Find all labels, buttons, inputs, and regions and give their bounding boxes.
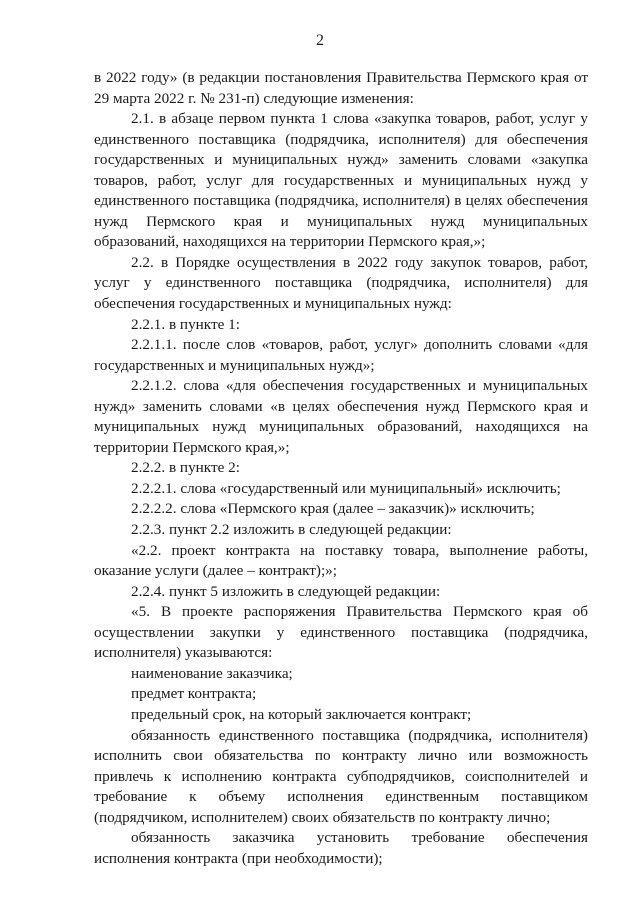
paragraph-2-2-1: 2.2.1. в пункте 1: — [131, 315, 240, 333]
paragraph-2-2-3: 2.2.3. пункт 2.2 изложить в следующей редакции: — [131, 521, 452, 539]
paragraph-2-2-4: 2.2.4. пункт 5 изложить в следующей редакции: — [131, 582, 441, 600]
paragraph-intro: в 2022 году» (в редакции постановления Правительства Пермского края от 29 марта 2022 г. № 231-п) следующие изменения: — [94, 69, 588, 107]
list-item-contract-subject: предмет контракта; — [131, 685, 257, 703]
list-item-contract-term: предельный срок, на который заключается контракт; — [131, 705, 472, 723]
page-number: 2 — [316, 32, 324, 49]
list-item-customer-obligation: обязанность заказчика установить требование обеспечения исполнения контракта (при необходимости); — [94, 829, 588, 867]
paragraph-2-2-2-1: 2.2.2.1. слова «государственный или муниципальный» исключить; — [131, 479, 561, 497]
paragraph-2-2: 2.2. в Порядке осуществления в 2022 году закупок товаров, работ, услуг у единственного поставщика (подрядчика, исполнителя) для обеспечения государственных и муниципальных нужд: — [94, 253, 588, 313]
paragraph-2-2-1-1: 2.2.1.1. после слов «товаров, работ, услуг» дополнить словами «для государственных и муниципальных нужд»; — [94, 336, 588, 374]
paragraph-2-1: 2.1. в абзаце первом пункта 1 слова «закупка товаров, работ, услуг у единственного поставщика (подрядчика, исполнителя) для обеспечения государственных и муниципальных нужд» заменить словами «закупка товаров, работ, услуг для государственных и муниципальных нужд у единственного поставщика (подрядчика, исполнителя) в целях обеспечения нужд Пермского края и муниципальных нужд муниципальных образований, находящихся на территории Пермского края,»; — [94, 110, 588, 251]
paragraph-2-2-2-2: 2.2.2.2. слова «Пермского края (далее – заказчик)» исключить; — [131, 500, 535, 518]
list-item-customer-name: наименование заказчика; — [131, 664, 293, 682]
paragraph-2-2-2: 2.2.2. в пункте 2: — [131, 459, 240, 477]
document-body — [94, 68, 588, 869]
paragraph-2-2-quote: «2.2. проект контракта на поставку товара, выполнение работы, оказание услуги (далее – контракт);»; — [94, 541, 588, 580]
paragraph-2-2-1-2: 2.2.1.2. слова «для обеспечения государственных и муниципальных нужд» заменить словами «в целях обеспечения нужд Пермского края и муниципальных нужд муниципальных образований, находящихся на территории Пермского края,»; — [94, 377, 588, 456]
list-item-supplier-obligation: обязанность единственного поставщика (подрядчика, исполнителя) исполнить свои обязательства по контракту лично или возможность привлечь к исполнению контракта субподрядчиков, соисполнителей и требование к объему исполнения единственным поставщиком (подрядчиком, исполнителем) своих обязательств по контракту лично; — [94, 726, 588, 826]
paragraph-5-quote: «5. В проекте распоряжения Правительства Пермского края об осуществлении закупки у единственного поставщика (подрядчика, исполнителя) указываются: — [94, 603, 588, 662]
